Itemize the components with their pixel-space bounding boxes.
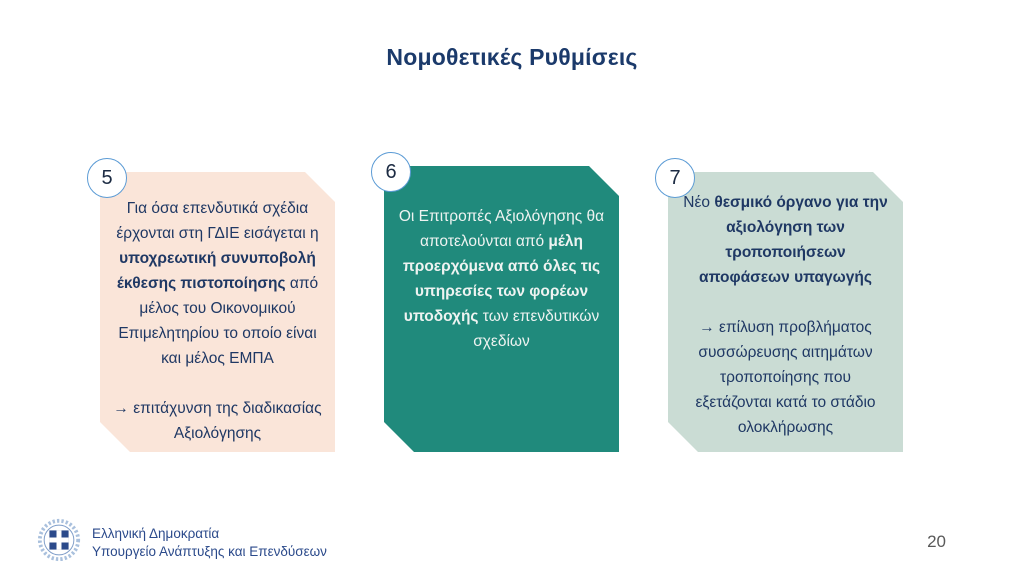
card-number: 6 [385, 160, 397, 183]
card-text: Για όσα επενδυτικά σχέδια έρχονται στη ΓΔΙΕ εισάγεται η υποχρεωτική συνυποβολή έκθεσης πιστοποίησης από μέλος του Οικονομικού Επιμελητηρίου το οποίο είναι και μέλος ΕΜΠΑ → επιτάχυνση της διαδικασίας Αξιολόγησης [113, 200, 322, 442]
card-number-badge [655, 158, 695, 198]
footer [36, 517, 327, 568]
card-new-institutional-body [668, 166, 903, 452]
slide-title: Νομοθετικές Ρυθμίσεις [386, 44, 638, 70]
card-text: Οι Επιτροπές Αξιολόγησης θα αποτελούνται από μέλη προερχόμενα από όλες τις υπηρεσίες των φορέων υποδοχής των επενδυτικών σχεδίων [398, 208, 605, 350]
card-certification-report [100, 166, 335, 452]
card-number: 5 [101, 166, 113, 189]
footer-organization [92, 525, 327, 561]
page-number: 20 [927, 532, 946, 551]
card-number-badge [371, 152, 411, 192]
footer-line-2: Υπουργείο Ανάπτυξης και Επενδύσεων [92, 543, 327, 559]
cards-row [100, 160, 903, 452]
card-number-badge [87, 158, 127, 198]
card-evaluation-committees [384, 160, 619, 452]
hellenic-republic-emblem-icon [36, 517, 82, 568]
footer-line-1: Ελληνική Δημοκρατία [92, 525, 220, 541]
card-text: Νέο θεσμικό όργανο για την αξιολόγηση των τροποποιήσεων αποφάσεων υπαγωγής → επίλυση προβλήματος συσσώρευσης αιτημάτων τροποποίησης που εξετάζονται κατά το στάδιο ολοκλήρωσης [683, 194, 888, 436]
card-number: 7 [669, 166, 681, 189]
